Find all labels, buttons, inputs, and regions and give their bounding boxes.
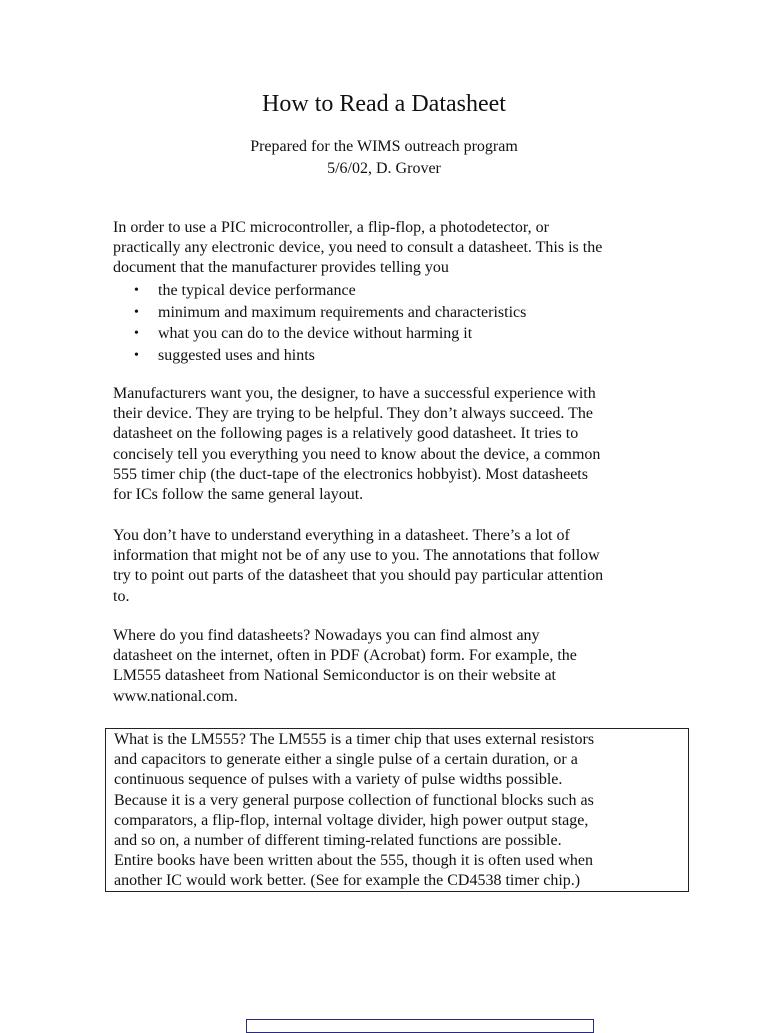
- understanding-paragraph: [113, 526, 673, 607]
- bullet-icon: •: [134, 347, 139, 363]
- box-line: and capacitors to generate either a single pulse of a certain duration, or a: [114, 751, 578, 769]
- subtitle-date-author: 5/6/02, D. Grover: [327, 160, 441, 177]
- list-item: [113, 280, 673, 302]
- paragraph-line: try to point out parts of the datasheet that you should pay particular attention: [113, 567, 604, 585]
- paragraph-line: www.national.com.: [113, 687, 238, 705]
- bullet-icon: •: [134, 304, 139, 320]
- bullet-list: [113, 280, 673, 366]
- paragraph-line: 555 timer chip (the duct-tape of the electronics hobbyist). Most datasheets: [113, 465, 588, 483]
- intro-paragraph: [113, 218, 673, 279]
- bullet-text: what you can do to the device without harming it: [158, 325, 473, 342]
- paragraph-line: concisely tell you everything you need to know about the device, a common: [113, 445, 601, 463]
- lm555-info-box: [105, 728, 689, 892]
- designer-paragraph: [113, 384, 673, 505]
- bullet-text: the typical device performance: [158, 282, 356, 299]
- paragraph-line: datasheet on the following pages is a relatively good datasheet. It tries to: [113, 425, 579, 443]
- bullet-text: suggested uses and hints: [158, 346, 315, 364]
- list-item: [113, 345, 673, 367]
- list-item: [113, 302, 673, 324]
- list-item: [113, 323, 673, 345]
- paragraph-line: You don’t have to understand everything in a datasheet. There’s a lot of: [113, 527, 570, 544]
- where-to-find-paragraph: [113, 626, 673, 707]
- paragraph-line: for ICs follow the same general layout.: [113, 486, 364, 504]
- paragraph-line: to.: [113, 587, 130, 605]
- paragraph-line: Where do you find datasheets? Nowadays you can find almost any: [113, 627, 540, 644]
- bullet-icon: •: [134, 283, 139, 298]
- document-title: How to Read a Datasheet: [262, 91, 506, 117]
- intro-line: practically any electronic device, you need to consult a datasheet. This is the: [113, 239, 603, 257]
- intro-line: In order to use a PIC microcontroller, a flip-flop, a photodetector, or: [113, 219, 549, 236]
- box-line: continuous sequence of pulses with a variety of pulse widths possible.: [114, 771, 563, 789]
- box-line: another IC would work better. (See for example the CD4538 timer chip.): [114, 872, 581, 890]
- intro-line: document that the manufacturer provides telling you: [113, 259, 449, 277]
- paragraph-line: Manufacturers want you, the designer, to have a successful experience with: [113, 385, 596, 402]
- paragraph-line: information that might not be of any use to you. The annotations that follow: [113, 547, 600, 565]
- paragraph-line: their device. They are trying to be helpful. They don’t always succeed. The: [113, 405, 593, 423]
- box-line: What is the LM555? The LM555 is a timer chip that uses external resistors: [114, 731, 595, 748]
- box-line: and so on, a number of different timing-related functions are possible.: [114, 832, 562, 850]
- box-line: comparators, a flip-flop, internal voltage divider, high power output stage,: [114, 811, 589, 829]
- cropped-annotation-box: [246, 1019, 594, 1033]
- box-line: Entire books have been written about the 555, though it is often used when: [114, 852, 594, 870]
- bullet-text: minimum and maximum requirements and characteristics: [158, 303, 527, 321]
- document-subtitle: [0, 136, 768, 180]
- paragraph-line: LM555 datasheet from National Semiconductor is on their website at: [113, 667, 556, 685]
- bullet-icon: •: [134, 326, 139, 341]
- paragraph-line: datasheet on the internet, often in PDF (Acrobat) form. For example, the: [113, 647, 577, 665]
- box-line: Because it is a very general purpose collection of functional blocks such as: [114, 791, 594, 809]
- subtitle-program: Prepared for the WIMS outreach program: [250, 138, 518, 155]
